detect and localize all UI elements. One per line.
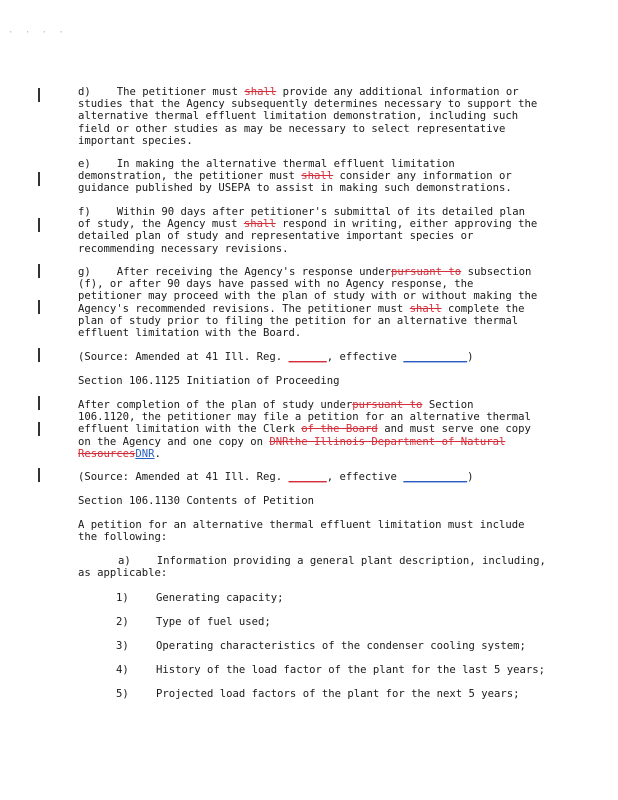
blank-field: __________ xyxy=(403,471,468,483)
source-note xyxy=(78,351,546,363)
list-number: 4) xyxy=(116,664,129,676)
text-line: plan of study prior to filing the petition for an alternative thermal xyxy=(78,314,519,327)
text-span: The petitioner must xyxy=(116,86,238,98)
source-note xyxy=(78,471,546,483)
text-line: effluent limitation with the Board. xyxy=(78,327,302,340)
blank-field: ______ xyxy=(288,351,327,363)
text-span: subsection xyxy=(467,266,532,278)
revision-bar xyxy=(38,88,40,102)
blank-field: __________ xyxy=(403,351,468,363)
text-line: 106.1120, the petitioner may file a petition for an alternative thermal xyxy=(78,411,531,424)
deleted-text: of the Board xyxy=(301,423,378,436)
list-number: 2) xyxy=(116,616,129,628)
paragraph-label: f) xyxy=(78,206,91,218)
text-line: guidance published by USEPA to assist in making such demonstrations. xyxy=(78,182,512,195)
text-line: recommending necessary revisions. xyxy=(78,242,289,255)
revision-bar xyxy=(38,396,40,410)
text-span: (Source: Amended at 41 Ill. Reg. xyxy=(78,471,283,483)
text-span: (Source: Amended at 41 Ill. Reg. xyxy=(78,351,283,363)
text-line: important species. xyxy=(78,134,193,147)
paragraph-label: e) xyxy=(78,158,91,170)
list-text: Generating capacity; xyxy=(156,592,284,604)
text-span: Information providing a general plant description, including, xyxy=(156,555,546,567)
list-number: 1) xyxy=(116,592,129,604)
text-span: In making the alternative thermal effluent limitation xyxy=(116,158,455,170)
list-number: 3) xyxy=(116,640,129,652)
text-span: , effective xyxy=(326,351,397,363)
deleted-text: pursuant to xyxy=(391,266,462,278)
text-span: respond in writing, either approving the xyxy=(282,218,538,231)
text-line: A petition for an alternative thermal effluent limitation must include xyxy=(78,519,525,531)
deleted-text: Resources xyxy=(78,447,136,460)
revision-bar xyxy=(38,468,40,482)
paragraph-1130 xyxy=(78,519,546,543)
paragraph-g xyxy=(78,266,546,339)
text-line: the following: xyxy=(78,531,168,544)
revision-bar xyxy=(38,218,40,232)
revision-bar xyxy=(38,300,40,314)
blank-field: ______ xyxy=(288,471,327,483)
deleted-text: shall xyxy=(409,302,442,315)
text-span: , effective xyxy=(326,471,397,483)
deleted-text: shall xyxy=(243,218,276,231)
text-span: consider any information or xyxy=(339,170,512,183)
text-line: petitioner may proceed with the plan of study with or without making the xyxy=(78,290,538,303)
text-span: Section xyxy=(428,399,474,411)
text-line: alternative thermal effluent limitation demonstration, including such xyxy=(78,110,519,123)
text-span: provide any additional information or xyxy=(282,86,519,98)
list-item xyxy=(116,616,271,628)
paragraph-1125 xyxy=(78,399,546,460)
list-number: 5) xyxy=(116,688,129,700)
text-span: effluent limitation with the Clerk xyxy=(78,423,295,436)
paragraph-d xyxy=(78,86,546,147)
text-span: Within 90 days after petitioner's submittal of its detailed plan xyxy=(116,206,525,218)
text-span: ) xyxy=(467,351,474,363)
revision-bar xyxy=(38,172,40,186)
text-span: demonstration, the petitioner must xyxy=(78,170,295,183)
text-line: as applicable: xyxy=(78,567,168,580)
paragraph-label: d) xyxy=(78,86,91,98)
revision-bar xyxy=(38,422,40,436)
scan-artifact: · · · · xyxy=(8,28,67,38)
revision-bar xyxy=(38,348,40,362)
paragraph-label: g) xyxy=(78,266,91,278)
paragraph-label: a) xyxy=(118,555,131,567)
section-heading: Section 106.1130 Contents of Petition xyxy=(78,495,314,507)
text-span: . xyxy=(154,447,161,460)
text-span: and must serve one copy xyxy=(384,423,531,436)
text-line: (f), or after 90 days have passed with no Agency response, the xyxy=(78,278,474,291)
text-span: After receiving the Agency's response under xyxy=(116,266,392,278)
text-span: on the Agency and one copy on xyxy=(78,435,263,448)
list-text: Type of fuel used; xyxy=(156,616,271,628)
revision-bar xyxy=(38,264,40,278)
text-span: ) xyxy=(467,471,474,483)
inserted-text: DNR xyxy=(135,447,155,460)
text-line: field or other studies as may be necessary to select representative xyxy=(78,122,506,135)
list-text: History of the load factor of the plant for the last 5 years; xyxy=(156,664,546,676)
text-span: of study, the Agency must xyxy=(78,218,238,231)
item-a xyxy=(78,555,546,579)
paragraph-f xyxy=(78,206,546,255)
text-span: After completion of the plan of study under xyxy=(78,399,353,411)
text-line: studies that the Agency subsequently determines necessary to support the xyxy=(78,98,538,111)
deleted-text: DNRthe Illinois Department of Natural xyxy=(269,435,506,448)
deleted-text: pursuant to xyxy=(352,399,423,411)
list-item xyxy=(116,688,520,700)
text-span: Agency's recommended revisions. The petitioner must xyxy=(78,302,404,315)
list-text: Operating characteristics of the condenser cooling system; xyxy=(156,640,526,652)
deleted-text: shall xyxy=(244,86,277,98)
section-heading: Section 106.1125 Initiation of Proceeding xyxy=(78,375,340,387)
list-item xyxy=(116,592,284,604)
paragraph-e xyxy=(78,158,546,195)
list-item xyxy=(116,640,526,652)
text-span: complete the xyxy=(447,302,525,315)
text-line: detailed plan of study and representative important species or xyxy=(78,230,474,243)
list-text: Projected load factors of the plant for the next 5 years; xyxy=(156,688,520,700)
deleted-text: shall xyxy=(301,170,334,183)
list-item xyxy=(116,664,545,676)
